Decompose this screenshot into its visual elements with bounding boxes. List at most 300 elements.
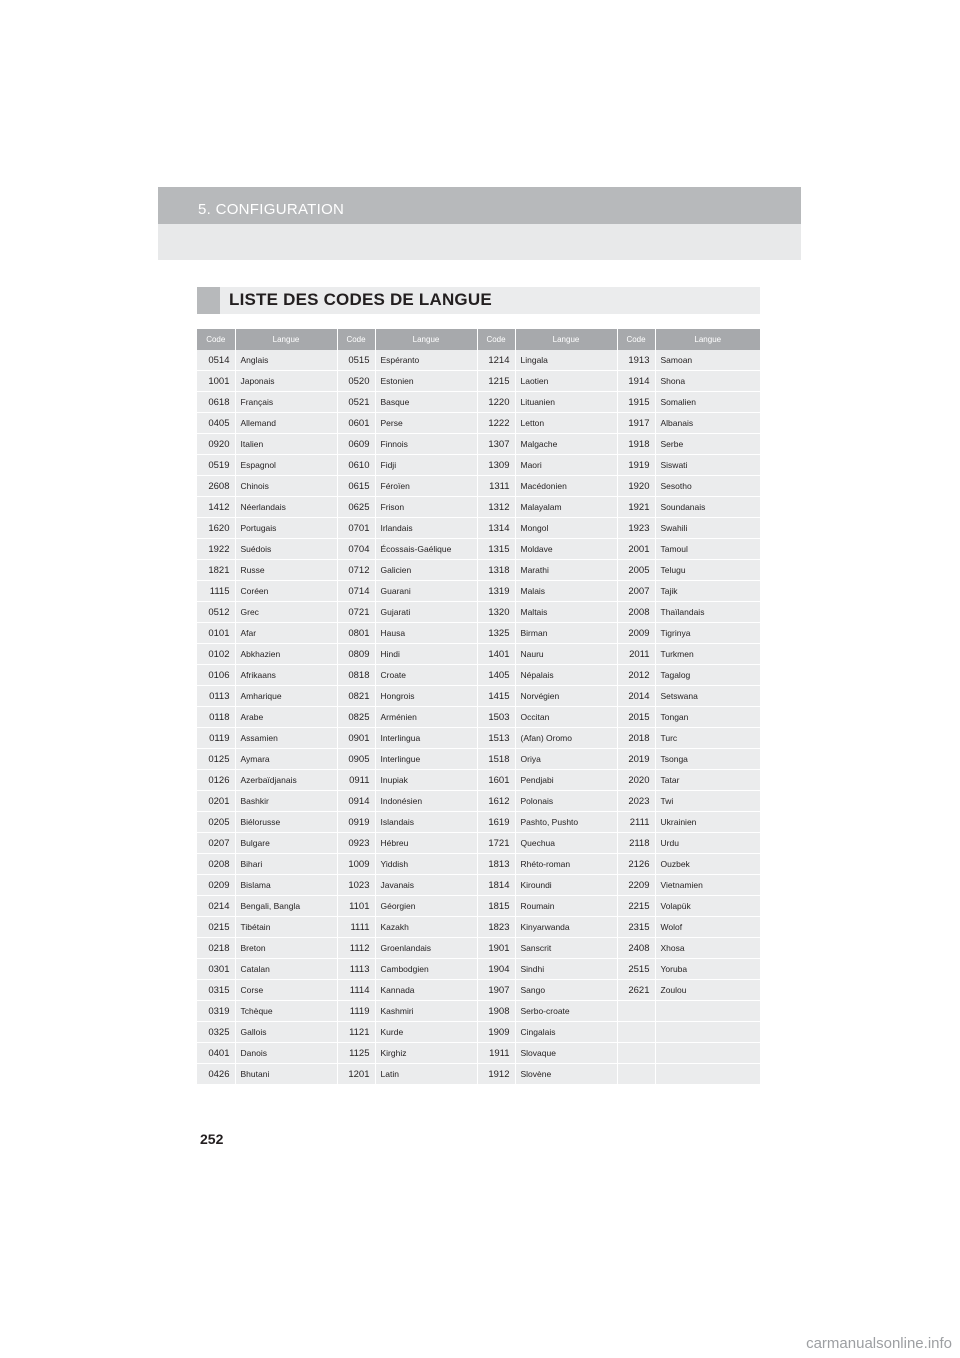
language-code: 1823 xyxy=(477,917,515,938)
language-code: 0319 xyxy=(197,1001,235,1022)
language-name: Interlingua xyxy=(375,728,477,749)
language-code: 1814 xyxy=(477,875,515,896)
language-code: 0825 xyxy=(337,707,375,728)
language-code: 2011 xyxy=(617,644,655,665)
language-name: Kinyarwanda xyxy=(515,917,617,938)
language-name: Malayalam xyxy=(515,497,617,518)
language-name: Cingalais xyxy=(515,1022,617,1043)
language-name: Arménien xyxy=(375,707,477,728)
language-name: Lituanien xyxy=(515,392,617,413)
language-code: 1821 xyxy=(197,560,235,581)
language-name: Sanscrit xyxy=(515,938,617,959)
language-code: 1405 xyxy=(477,665,515,686)
table-row xyxy=(197,560,760,581)
language-code: 1319 xyxy=(477,581,515,602)
language-name: Bihari xyxy=(235,854,337,875)
language-name: Aymara xyxy=(235,749,337,770)
language-name: Malgache xyxy=(515,434,617,455)
table-row xyxy=(197,413,760,434)
language-code: 1907 xyxy=(477,980,515,1001)
language-code: 0801 xyxy=(337,623,375,644)
language-code: 1619 xyxy=(477,812,515,833)
language-name: Wolof xyxy=(655,917,760,938)
language-code: 1909 xyxy=(477,1022,515,1043)
table-row xyxy=(197,686,760,707)
language-name: Twi xyxy=(655,791,760,812)
language-name: Lingala xyxy=(515,350,617,371)
language-name: Nauru xyxy=(515,644,617,665)
language-name: Perse xyxy=(375,413,477,434)
language-name: Coréen xyxy=(235,581,337,602)
language-code: 1009 xyxy=(337,854,375,875)
language-code: 0405 xyxy=(197,413,235,434)
language-code: 1001 xyxy=(197,371,235,392)
language-code: 2118 xyxy=(617,833,655,854)
language-code: 1815 xyxy=(477,896,515,917)
language-code: 1320 xyxy=(477,602,515,623)
language-code: 1312 xyxy=(477,497,515,518)
language-name: Gujarati xyxy=(375,602,477,623)
language-code: 1923 xyxy=(617,518,655,539)
language-code: 1415 xyxy=(477,686,515,707)
column-header-langue: Langue xyxy=(515,329,617,350)
language-name: Pashto, Pushto xyxy=(515,812,617,833)
language-name xyxy=(655,1001,760,1022)
language-code: 1904 xyxy=(477,959,515,980)
language-name: Somalien xyxy=(655,392,760,413)
language-name: Bislama xyxy=(235,875,337,896)
table-row xyxy=(197,812,760,833)
language-name: Hindi xyxy=(375,644,477,665)
language-code: 2018 xyxy=(617,728,655,749)
language-code: 1115 xyxy=(197,581,235,602)
language-code: 0426 xyxy=(197,1064,235,1085)
column-header-code: Code xyxy=(617,329,655,350)
language-code: 0920 xyxy=(197,434,235,455)
language-name: Kannada xyxy=(375,980,477,1001)
column-header-code: Code xyxy=(197,329,235,350)
language-name: Malais xyxy=(515,581,617,602)
language-code: 1101 xyxy=(337,896,375,917)
language-code: 2608 xyxy=(197,476,235,497)
chapter-header xyxy=(158,187,801,224)
language-code: 0325 xyxy=(197,1022,235,1043)
language-name: Azerbaïdjanais xyxy=(235,770,337,791)
language-name: Yiddish xyxy=(375,854,477,875)
language-code: 0704 xyxy=(337,539,375,560)
table-row xyxy=(197,455,760,476)
column-header-langue: Langue xyxy=(655,329,760,350)
language-name: Thaïlandais xyxy=(655,602,760,623)
table-row xyxy=(197,1001,760,1022)
language-code: 1121 xyxy=(337,1022,375,1043)
language-name: Norvégien xyxy=(515,686,617,707)
language-code: 1612 xyxy=(477,791,515,812)
table-row xyxy=(197,1064,760,1085)
language-code: 2020 xyxy=(617,770,655,791)
language-code: 1113 xyxy=(337,959,375,980)
column-header-langue: Langue xyxy=(375,329,477,350)
language-code: 1318 xyxy=(477,560,515,581)
language-name: Islandais xyxy=(375,812,477,833)
table-row xyxy=(197,371,760,392)
language-name: Fidji xyxy=(375,455,477,476)
language-name: Zoulou xyxy=(655,980,760,1001)
language-code: 1023 xyxy=(337,875,375,896)
language-code: 1201 xyxy=(337,1064,375,1085)
language-code: 0207 xyxy=(197,833,235,854)
language-name: Gallois xyxy=(235,1022,337,1043)
language-name: Vietnamien xyxy=(655,875,760,896)
language-name: Ukrainien xyxy=(655,812,760,833)
language-code: 1721 xyxy=(477,833,515,854)
language-name: Tatar xyxy=(655,770,760,791)
language-code: 0102 xyxy=(197,644,235,665)
language-code: 1220 xyxy=(477,392,515,413)
language-code: 1918 xyxy=(617,434,655,455)
language-code: 0911 xyxy=(337,770,375,791)
language-code xyxy=(617,1064,655,1085)
language-code: 0215 xyxy=(197,917,235,938)
section-header xyxy=(197,287,760,314)
language-name: Bhutani xyxy=(235,1064,337,1085)
table-row xyxy=(197,875,760,896)
table-row xyxy=(197,602,760,623)
language-code: 0609 xyxy=(337,434,375,455)
language-code: 1114 xyxy=(337,980,375,1001)
language-code: 2111 xyxy=(617,812,655,833)
language-code: 0512 xyxy=(197,602,235,623)
language-name: Serbo-croate xyxy=(515,1001,617,1022)
language-code: 2005 xyxy=(617,560,655,581)
language-name: Shona xyxy=(655,371,760,392)
language-code xyxy=(617,1043,655,1064)
language-name: Letton xyxy=(515,413,617,434)
language-code: 0101 xyxy=(197,623,235,644)
table-row xyxy=(197,434,760,455)
language-name: Tibétain xyxy=(235,917,337,938)
column-header-code: Code xyxy=(337,329,375,350)
language-code: 1314 xyxy=(477,518,515,539)
language-code: 0113 xyxy=(197,686,235,707)
language-name: Turc xyxy=(655,728,760,749)
language-code: 0125 xyxy=(197,749,235,770)
column-header-code: Code xyxy=(477,329,515,350)
language-code: 0301 xyxy=(197,959,235,980)
language-code: 1912 xyxy=(477,1064,515,1085)
language-name: Sango xyxy=(515,980,617,1001)
language-name: Bulgare xyxy=(235,833,337,854)
language-code: 1513 xyxy=(477,728,515,749)
language-code: 0601 xyxy=(337,413,375,434)
language-name: Breton xyxy=(235,938,337,959)
language-name: Serbe xyxy=(655,434,760,455)
language-code: 1920 xyxy=(617,476,655,497)
table-row xyxy=(197,581,760,602)
language-name: Cambodgien xyxy=(375,959,477,980)
table-row xyxy=(197,392,760,413)
language-name: Swahili xyxy=(655,518,760,539)
language-name: Tigrinya xyxy=(655,623,760,644)
language-code: 2014 xyxy=(617,686,655,707)
language-name: Volapük xyxy=(655,896,760,917)
section-marker xyxy=(197,287,220,314)
language-code: 1921 xyxy=(617,497,655,518)
language-name: Hébreu xyxy=(375,833,477,854)
table-row xyxy=(197,917,760,938)
language-name: Javanais xyxy=(375,875,477,896)
language-name: Amharique xyxy=(235,686,337,707)
language-name: Hausa xyxy=(375,623,477,644)
language-name: Pendjabi xyxy=(515,770,617,791)
language-code: 2315 xyxy=(617,917,655,938)
language-name: Tchèque xyxy=(235,1001,337,1022)
table-row xyxy=(197,1022,760,1043)
language-code: 1315 xyxy=(477,539,515,560)
table-row xyxy=(197,518,760,539)
language-code: 1311 xyxy=(477,476,515,497)
language-code: 0919 xyxy=(337,812,375,833)
table-body xyxy=(197,350,760,1085)
language-code: 2015 xyxy=(617,707,655,728)
language-name: Néerlandais xyxy=(235,497,337,518)
language-code: 1325 xyxy=(477,623,515,644)
language-name: Slovène xyxy=(515,1064,617,1085)
language-name: Sindhi xyxy=(515,959,617,980)
section-title: LISTE DES CODES DE LANGUE xyxy=(229,290,492,309)
table-row xyxy=(197,959,760,980)
language-code: 0401 xyxy=(197,1043,235,1064)
language-code: 0201 xyxy=(197,791,235,812)
language-name: Danois xyxy=(235,1043,337,1064)
language-code: 2009 xyxy=(617,623,655,644)
language-name xyxy=(655,1043,760,1064)
language-code: 2515 xyxy=(617,959,655,980)
language-name: Latin xyxy=(375,1064,477,1085)
table-row xyxy=(197,749,760,770)
language-name: Guarani xyxy=(375,581,477,602)
language-code: 0315 xyxy=(197,980,235,1001)
language-code: 0208 xyxy=(197,854,235,875)
language-name: Arabe xyxy=(235,707,337,728)
language-code: 2008 xyxy=(617,602,655,623)
language-name: Écossais-Gaélique xyxy=(375,539,477,560)
language-name: (Afan) Oromo xyxy=(515,728,617,749)
table-row xyxy=(197,770,760,791)
language-name xyxy=(655,1064,760,1085)
language-name: Frison xyxy=(375,497,477,518)
language-code: 0914 xyxy=(337,791,375,812)
table-row xyxy=(197,623,760,644)
language-code: 1919 xyxy=(617,455,655,476)
language-code: 0625 xyxy=(337,497,375,518)
table-row xyxy=(197,644,760,665)
watermark: carmanualsonline.info xyxy=(806,1335,952,1352)
language-code xyxy=(617,1022,655,1043)
chapter-title: 5. CONFIGURATION xyxy=(198,201,345,218)
language-code: 0901 xyxy=(337,728,375,749)
language-name: Urdu xyxy=(655,833,760,854)
language-code: 0119 xyxy=(197,728,235,749)
language-name: Tsonga xyxy=(655,749,760,770)
language-code: 0618 xyxy=(197,392,235,413)
language-name: Birman xyxy=(515,623,617,644)
language-name: Soundanais xyxy=(655,497,760,518)
language-name: Finnois xyxy=(375,434,477,455)
language-name: Quechua xyxy=(515,833,617,854)
language-name: Samoan xyxy=(655,350,760,371)
language-name: Catalan xyxy=(235,959,337,980)
language-name: Estonien xyxy=(375,371,477,392)
language-name: Croate xyxy=(375,665,477,686)
language-name: Yoruba xyxy=(655,959,760,980)
language-name: Telugu xyxy=(655,560,760,581)
language-name: Assamien xyxy=(235,728,337,749)
language-name: Kiroundi xyxy=(515,875,617,896)
language-name: Kashmiri xyxy=(375,1001,477,1022)
language-name: Biélorusse xyxy=(235,812,337,833)
language-name: Géorgien xyxy=(375,896,477,917)
chapter-subheader xyxy=(158,224,801,260)
language-name: Suédois xyxy=(235,539,337,560)
language-code: 0701 xyxy=(337,518,375,539)
table-row xyxy=(197,791,760,812)
language-name: Setswana xyxy=(655,686,760,707)
language-name: Rhéto-roman xyxy=(515,854,617,875)
table-row xyxy=(197,1043,760,1064)
language-name: Groenlandais xyxy=(375,938,477,959)
language-code: 1112 xyxy=(337,938,375,959)
language-code: 1914 xyxy=(617,371,655,392)
language-code: 0209 xyxy=(197,875,235,896)
language-name: Russe xyxy=(235,560,337,581)
language-name: Xhosa xyxy=(655,938,760,959)
language-name: Albanais xyxy=(655,413,760,434)
language-code: 0126 xyxy=(197,770,235,791)
language-code: 0520 xyxy=(337,371,375,392)
table-row xyxy=(197,539,760,560)
language-code: 1911 xyxy=(477,1043,515,1064)
language-code: 2621 xyxy=(617,980,655,1001)
language-name: Portugais xyxy=(235,518,337,539)
language-code: 1917 xyxy=(617,413,655,434)
language-name: Bashkir xyxy=(235,791,337,812)
language-name: Chinois xyxy=(235,476,337,497)
language-name: Maltais xyxy=(515,602,617,623)
language-code: 2023 xyxy=(617,791,655,812)
language-code: 1601 xyxy=(477,770,515,791)
language-code: 0514 xyxy=(197,350,235,371)
language-code: 0118 xyxy=(197,707,235,728)
table-row xyxy=(197,665,760,686)
language-code: 1111 xyxy=(337,917,375,938)
language-name: Féroïen xyxy=(375,476,477,497)
language-code: 1503 xyxy=(477,707,515,728)
language-name: Siswati xyxy=(655,455,760,476)
language-code: 0721 xyxy=(337,602,375,623)
language-code: 0818 xyxy=(337,665,375,686)
language-name: Laotien xyxy=(515,371,617,392)
language-name: Maori xyxy=(515,455,617,476)
language-name: Abkhazien xyxy=(235,644,337,665)
language-code: 1401 xyxy=(477,644,515,665)
language-code: 1813 xyxy=(477,854,515,875)
table-row xyxy=(197,833,760,854)
language-code: 0821 xyxy=(337,686,375,707)
language-name: Polonais xyxy=(515,791,617,812)
language-code: 0521 xyxy=(337,392,375,413)
language-code: 0615 xyxy=(337,476,375,497)
table-row xyxy=(197,896,760,917)
language-code: 1518 xyxy=(477,749,515,770)
language-code xyxy=(617,1001,655,1022)
language-code: 1119 xyxy=(337,1001,375,1022)
language-name: Irlandais xyxy=(375,518,477,539)
language-name: Interlingue xyxy=(375,749,477,770)
language-code: 2209 xyxy=(617,875,655,896)
language-code: 2408 xyxy=(617,938,655,959)
language-code: 0923 xyxy=(337,833,375,854)
language-code: 0519 xyxy=(197,455,235,476)
language-code: 2007 xyxy=(617,581,655,602)
language-code: 0214 xyxy=(197,896,235,917)
table-row xyxy=(197,497,760,518)
language-name: Ouzbek xyxy=(655,854,760,875)
language-name: Occitan xyxy=(515,707,617,728)
language-name: Italien xyxy=(235,434,337,455)
table-row xyxy=(197,980,760,1001)
language-name: Espagnol xyxy=(235,455,337,476)
language-name: Afrikaans xyxy=(235,665,337,686)
language-name: Kazakh xyxy=(375,917,477,938)
language-name: Marathi xyxy=(515,560,617,581)
language-name: Moldave xyxy=(515,539,617,560)
language-code: 1309 xyxy=(477,455,515,476)
page-number: 252 xyxy=(200,1131,224,1147)
language-code: 1125 xyxy=(337,1043,375,1064)
language-code: 0714 xyxy=(337,581,375,602)
language-code: 0610 xyxy=(337,455,375,476)
language-name: Basque xyxy=(375,392,477,413)
language-code: 1222 xyxy=(477,413,515,434)
language-codes-table xyxy=(197,329,760,1085)
language-name: Hongrois xyxy=(375,686,477,707)
language-name: Tongan xyxy=(655,707,760,728)
column-header-langue: Langue xyxy=(235,329,337,350)
language-name: Sesotho xyxy=(655,476,760,497)
table-row xyxy=(197,854,760,875)
language-name: Tagalog xyxy=(655,665,760,686)
language-name: Espéranto xyxy=(375,350,477,371)
language-name: Afar xyxy=(235,623,337,644)
language-name: Allemand xyxy=(235,413,337,434)
table-row xyxy=(197,728,760,749)
table-row xyxy=(197,476,760,497)
table-header-row xyxy=(197,329,760,350)
language-name: Indonésien xyxy=(375,791,477,812)
language-name: Bengali, Bangla xyxy=(235,896,337,917)
language-name: Kirghiz xyxy=(375,1043,477,1064)
language-code: 0515 xyxy=(337,350,375,371)
language-code: 0809 xyxy=(337,644,375,665)
language-code: 1215 xyxy=(477,371,515,392)
language-name: Kurde xyxy=(375,1022,477,1043)
language-code: 1620 xyxy=(197,518,235,539)
language-name: Tamoul xyxy=(655,539,760,560)
language-code: 2215 xyxy=(617,896,655,917)
language-name: Grec xyxy=(235,602,337,623)
language-code: 1922 xyxy=(197,539,235,560)
